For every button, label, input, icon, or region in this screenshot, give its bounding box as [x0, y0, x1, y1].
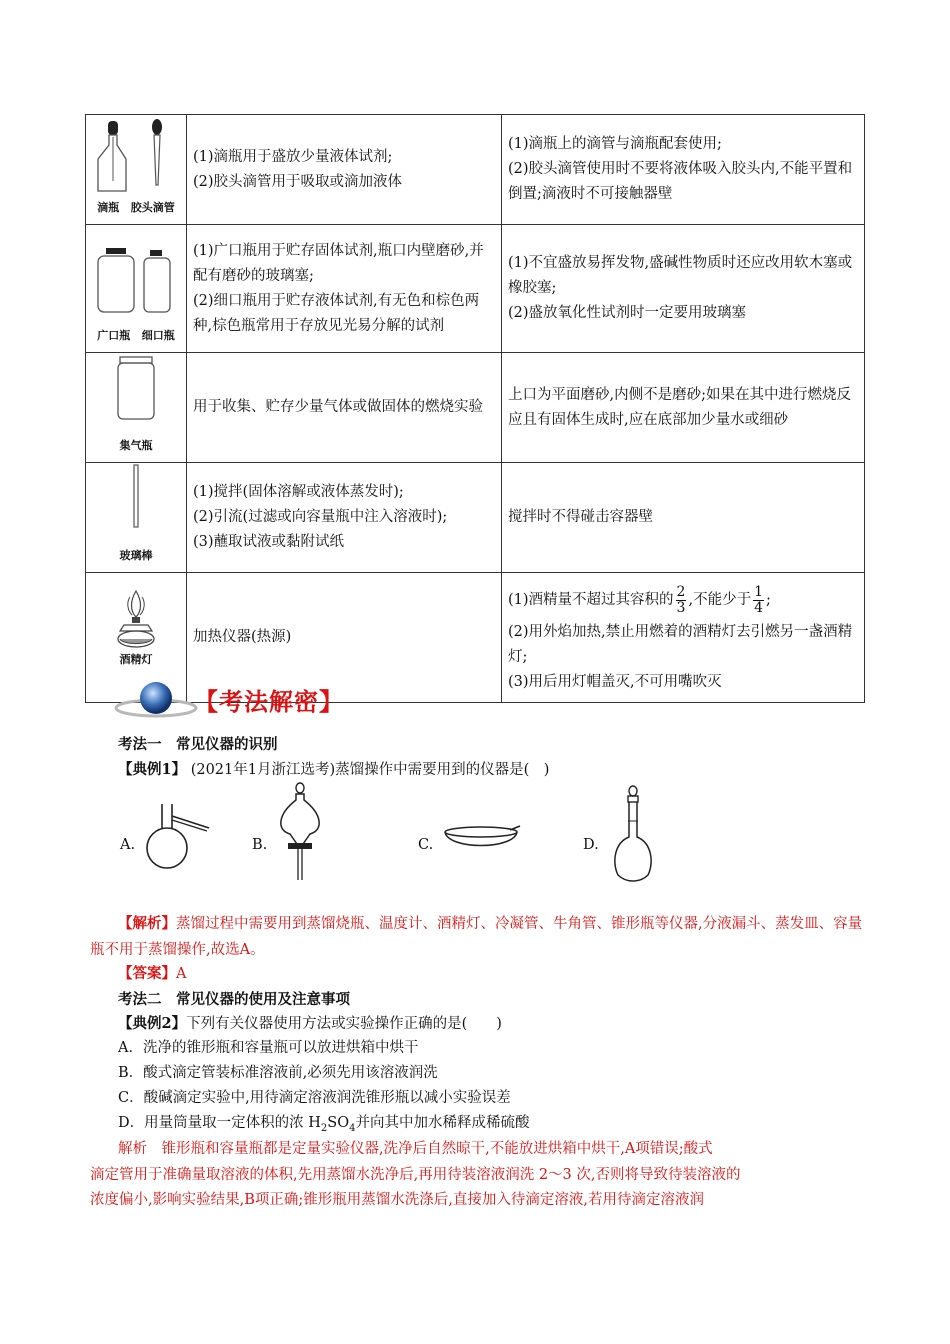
- label-narrow-mouth-bottle: 细口瓶: [141, 329, 175, 342]
- evaporating-dish-icon: [440, 820, 522, 860]
- label-glass-rod: 玻璃棒: [119, 549, 153, 562]
- label-dropper-bottle: 滴瓶: [97, 201, 120, 214]
- option-d-text: D．用量筒量取一定体积的浓 H: [118, 1115, 321, 1131]
- option-a: A．洗净的锥形瓶和容量瓶可以放进烘箱中烘干: [118, 1040, 419, 1056]
- table-row: [86, 463, 865, 573]
- image-labels: [86, 433, 186, 458]
- note-line-fraction: [508, 580, 858, 620]
- label-dropper: 胶头滴管: [130, 201, 175, 214]
- option-d-text: 并向其中加水稀释成稀硫酸: [355, 1115, 530, 1131]
- table-row: [86, 353, 865, 463]
- reagent-bottle-icon: [86, 234, 186, 334]
- use-line: (2)胶头滴管用于吸取或滴加液体: [193, 173, 403, 190]
- example-tag: 【典例2】: [118, 1015, 187, 1032]
- option-b-label: B.: [252, 837, 268, 853]
- analysis-1: [90, 911, 865, 963]
- use-line: (2)引流(过滤或向容量瓶中注入溶液时);: [193, 509, 448, 525]
- answer-1: [118, 962, 186, 986]
- note-cell: [502, 573, 865, 703]
- option-d-text: SO: [327, 1115, 350, 1131]
- option-a-label: A.: [120, 837, 136, 853]
- note-cell: [502, 115, 865, 225]
- table-row: [86, 115, 865, 225]
- analysis-line: 解析 锥形瓶和容量瓶都是定量实验仪器,洗净后自然晾干,不能放进烘箱中烘干,A项错误;酸式: [118, 1141, 713, 1157]
- note-cell: [502, 225, 865, 353]
- section-banner: [112, 678, 412, 720]
- section-heading-1: 考法一 常见仪器的识别: [118, 736, 278, 753]
- use-line: (3)蘸取试液或黏附试纸: [193, 534, 345, 550]
- reagent-bottle-image: [86, 225, 187, 353]
- note-line: 搅拌时不得碰击容器壁: [508, 509, 653, 525]
- volumetric-flask-icon: [608, 783, 658, 883]
- use-cell: [187, 225, 502, 353]
- note-text: ,不能少于: [688, 592, 752, 608]
- option-d-label: D.: [583, 837, 599, 853]
- example-question: (2021年1月浙江选考)蒸馏操作中需要用到的仪器是( ): [186, 762, 550, 778]
- analysis-line: 滴定管用于准确量取溶液的体积,先用蒸馏水洗净后,再用待装溶液润洗 2～3 次,否则将导致待装溶液的: [90, 1166, 741, 1183]
- use-cell: [187, 463, 502, 573]
- use-line: (1)广口瓶用于贮存固体试剂,瓶口内壁磨砂,并配有磨砂的玻璃塞;: [193, 242, 484, 284]
- use-cell: [187, 115, 502, 225]
- note-line: (3)用后用灯帽盖灭,不可用嘴吹灭: [508, 674, 722, 690]
- table-row: [86, 225, 865, 353]
- use-cell: [187, 353, 502, 463]
- label-wide-mouth-bottle: 广口瓶: [97, 329, 131, 342]
- fraction-one-quarter: [753, 585, 764, 616]
- answer-text: A: [176, 966, 187, 982]
- note-text: ;: [766, 592, 771, 608]
- image-labels: [86, 323, 186, 348]
- note-cell: [502, 353, 865, 463]
- answer-tag: 【答案】: [118, 965, 176, 982]
- note-line: (1)不宜盛放易挥发物,盛碱性物质时还应改用软木塞或橡胶塞;: [508, 255, 853, 296]
- example-tag: 【典例1】: [118, 761, 187, 778]
- label-alcohol-lamp: 酒精灯: [119, 653, 153, 666]
- subscript: 4: [349, 1122, 356, 1134]
- note-line: (2)盛放氧化性试剂时一定要用玻璃塞: [508, 305, 747, 321]
- use-line: (1)滴瓶用于盛放少量液体试剂;: [193, 148, 393, 165]
- note-line: (1)滴瓶上的滴管与滴瓶配套使用;: [508, 136, 722, 152]
- fraction-numerator: 2: [676, 583, 686, 600]
- note-cell: [502, 463, 865, 573]
- glass-rod-image: [86, 463, 187, 573]
- note-line: (2)用外焰加热,禁止用燃着的酒精灯去引燃另一盏酒精灯;: [508, 624, 853, 665]
- fraction-denominator: 4: [754, 599, 763, 616]
- use-line: 用于收集、贮存少量气体或做固体的燃烧实验: [193, 399, 483, 415]
- note-line: 上口为平面磨砂,内侧不是磨砂;如果在其中进行燃烧反应且有固体生成时,应在底部加少量水或细砂: [508, 386, 851, 428]
- note-line: (2)胶头滴管使用时不要将液体吸入胶头内,不能平置和倒置;滴液时不可接触器壁: [508, 161, 853, 202]
- fraction-two-thirds: [676, 585, 687, 616]
- example-1: [118, 758, 549, 782]
- instrument-table: [85, 114, 865, 703]
- gas-jar-image: [86, 353, 187, 463]
- option-b: B．酸式滴定管装标准溶液前,必须先用该溶液润洗: [118, 1065, 438, 1081]
- example-2: [118, 1012, 502, 1036]
- image-labels: [86, 543, 186, 568]
- label-gas-jar: 集气瓶: [119, 439, 153, 452]
- analysis-text: 蒸馏过程中需要用到蒸馏烧瓶、温度计、酒精灯、冷凝管、牛角管、锥形瓶等仪器,分液漏斗、蒸发皿、容量瓶不用于蒸馏操作,故选A。: [90, 916, 863, 958]
- subscript: 2: [320, 1122, 328, 1134]
- analysis-line: 浓度偏小,影响实验结果,B项正确;锥形瓶用蒸馏水洗涤后,直接加入待滴定溶液,若用待滴定溶液润: [90, 1192, 704, 1208]
- globe-icon: [112, 678, 202, 720]
- section-heading-2: 考法二 常见仪器的使用及注意事项: [118, 991, 350, 1008]
- fraction-denominator: 3: [676, 599, 686, 616]
- use-line: (1)搅拌(固体溶解或液体蒸发时);: [193, 484, 404, 500]
- example-question: 下列有关仪器使用方法或实验操作正确的是( ): [186, 1016, 502, 1032]
- analysis-2: [90, 1137, 870, 1214]
- banner-title: 【考法解密】: [194, 687, 344, 716]
- separatory-funnel-icon: [270, 780, 330, 885]
- analysis-tag: 【解析】: [118, 915, 176, 932]
- image-labels: [86, 195, 186, 220]
- option-c-label: C.: [418, 837, 434, 853]
- fraction-numerator: 1: [754, 583, 763, 600]
- use-line: (2)细口瓶用于贮存液体试剂,有无色和棕色两种,棕色瓶常用于存放见光易分解的试剂: [193, 292, 480, 334]
- image-labels: [86, 647, 186, 672]
- use-line: 加热仪器(热源): [193, 629, 292, 645]
- option-d: [118, 1112, 529, 1140]
- note-text: (1)酒精量不超过其容积的: [508, 592, 674, 608]
- distillation-flask-icon: [145, 796, 215, 876]
- dropper-bottle-image: [86, 115, 187, 225]
- option-c: C．酸碱滴定实验中,用待滴定溶液润洗锥形瓶以减小实验误差: [118, 1090, 511, 1106]
